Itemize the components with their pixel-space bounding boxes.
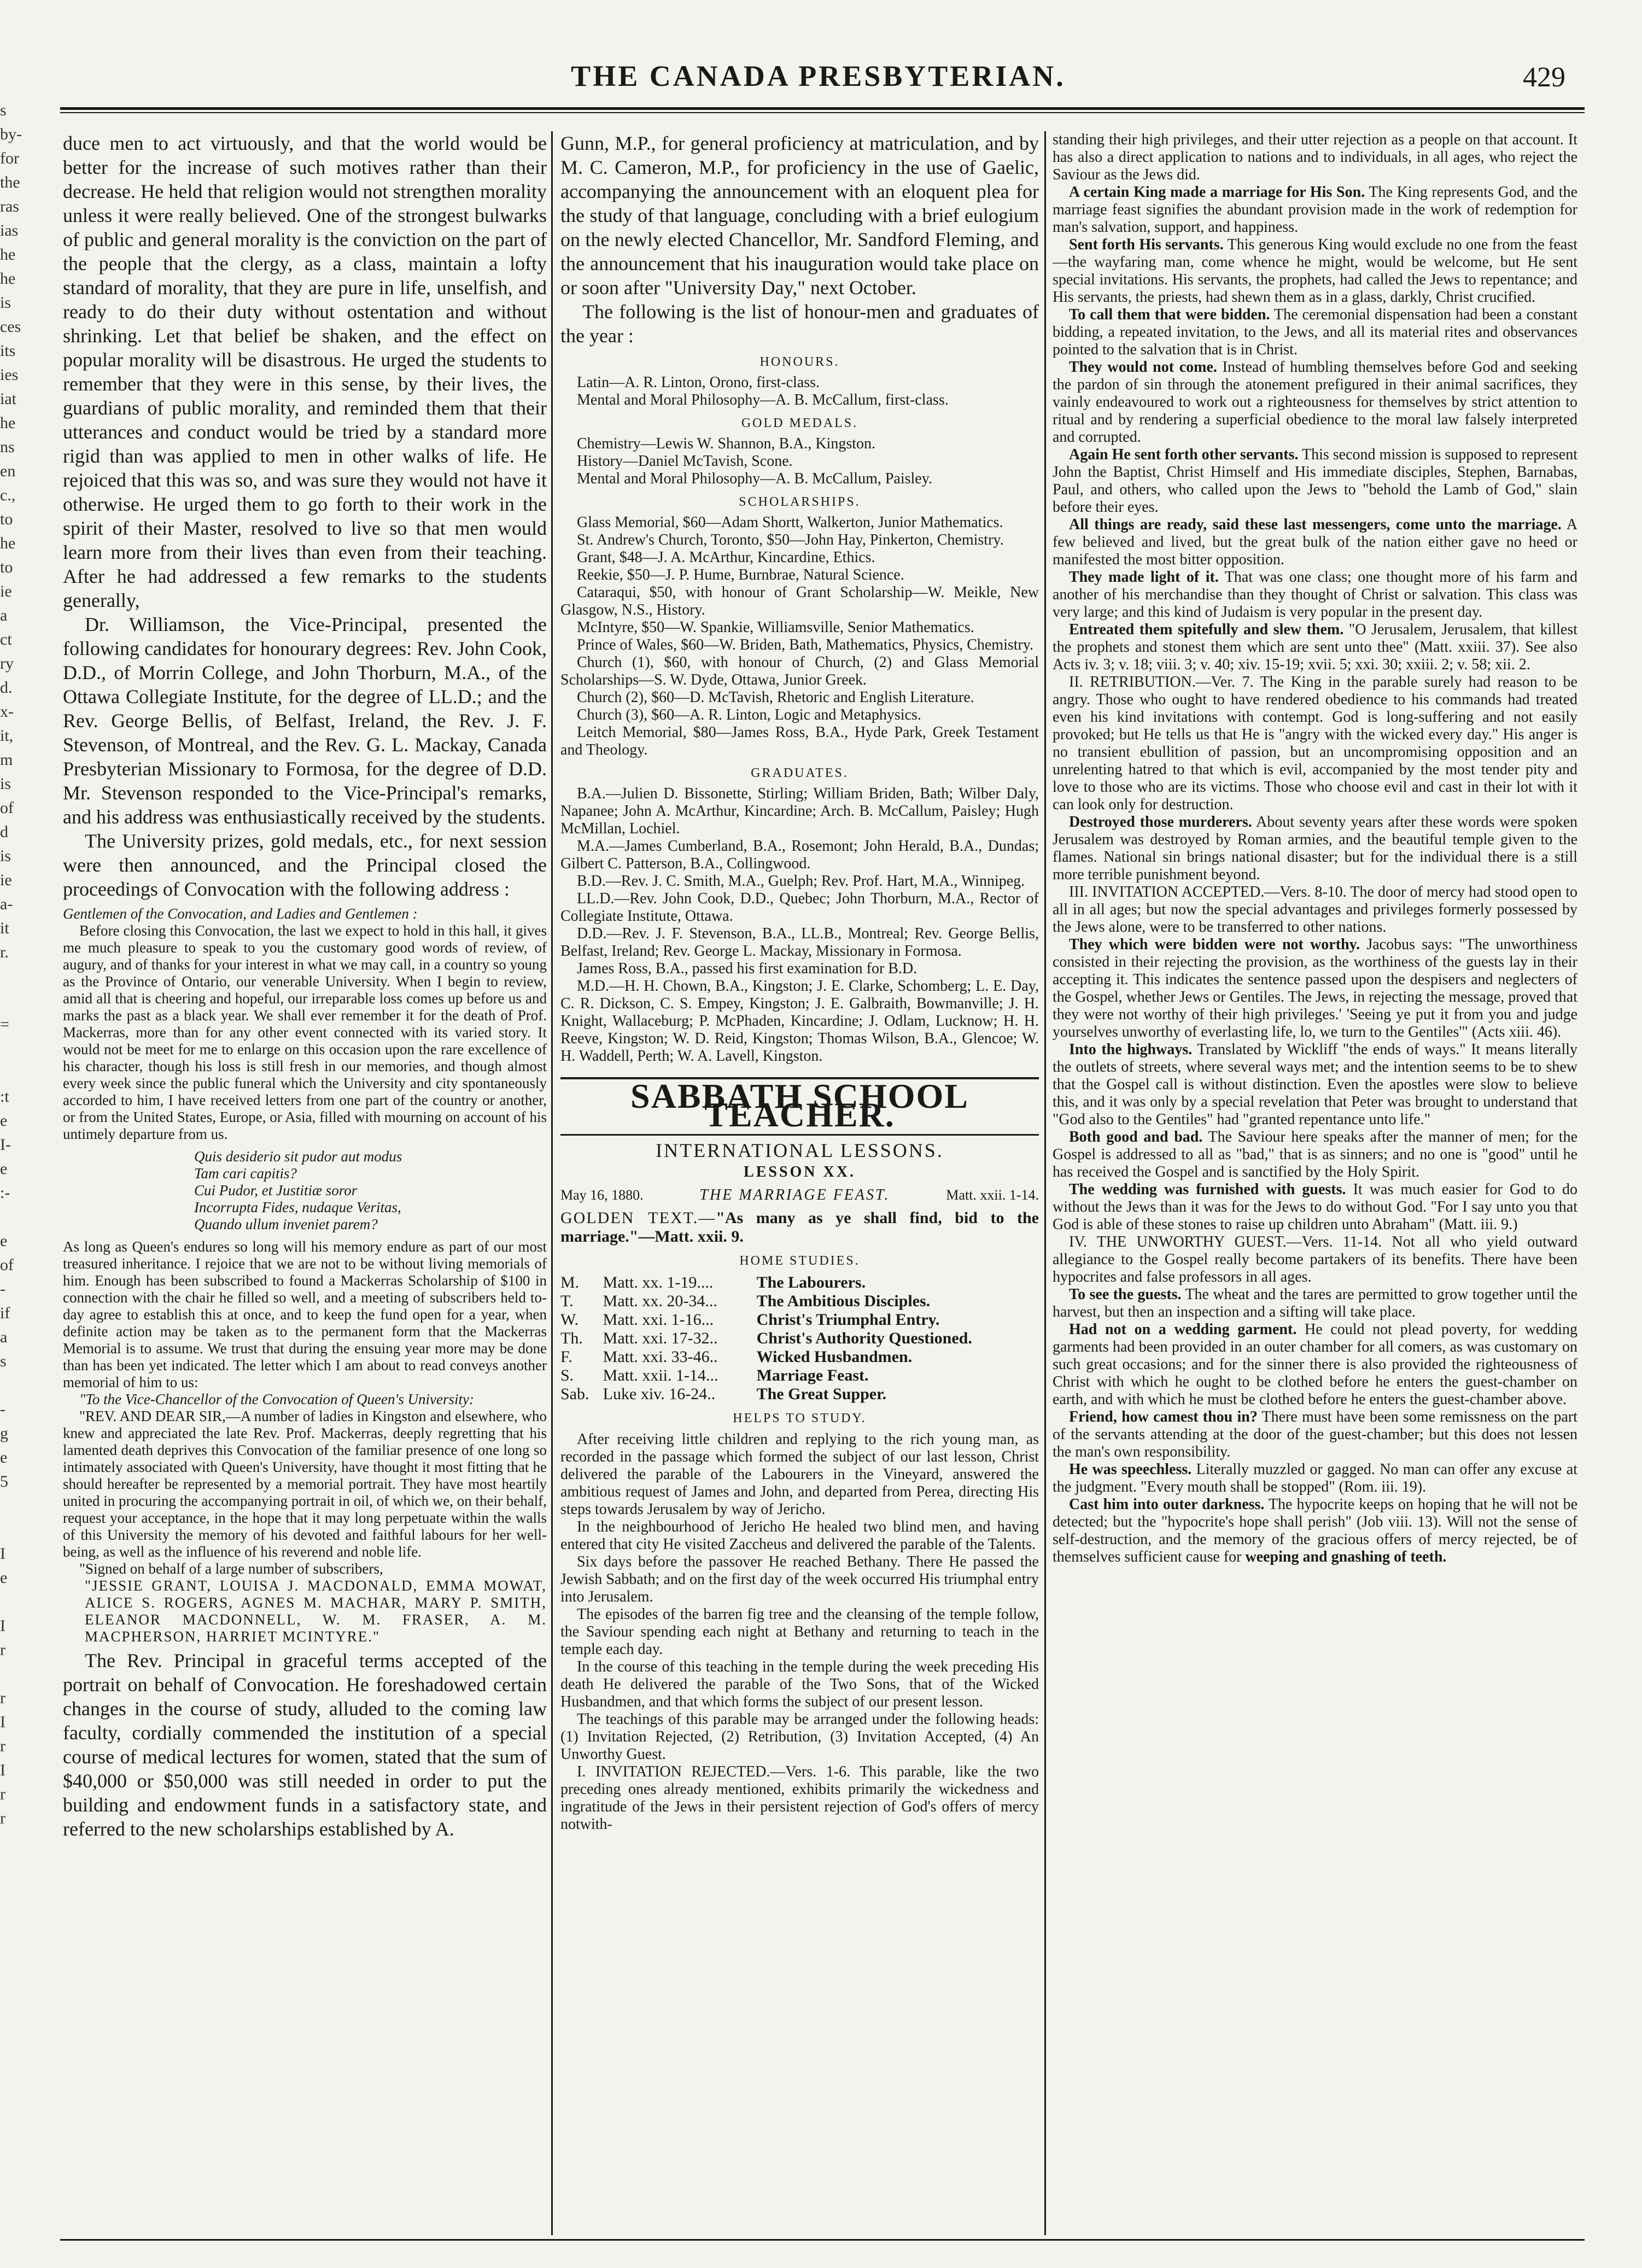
paragraph: The Rev. Principal in graceful terms accepted of the portrait on behalf of Convocation. He foreshadowed certain changes in the course of study, alluded to the coming law faculty, cordially commended the institution of a special course of medical lectures for women, stated that the sum of $40,000 or $50,000 was still needed in order to put the building and endowment funds in a satisfactory state, and referred to the new scholarships established by A. [63, 1650, 547, 1840]
margin-fragment: is [0, 847, 11, 865]
topic: The Ambitious Disciples. [756, 1292, 931, 1310]
paragraph-body: The ceremonial dispensation had been a constant bidding, a repeated invitation, to the Jews, and all its material rites and observances pointed to the salvation that is in Christ. [1053, 306, 1577, 358]
verse-line: Quis desiderio sit pudor aut modus [194, 1148, 402, 1165]
paragraph-body: Literally muzzled or gagged. No man can offer any excuse at the judgment. "Every mouth shall be stopped" (Rom. iii. 19). [1053, 1461, 1577, 1495]
margin-fragment: e [0, 1112, 8, 1130]
paragraph: Dr. Williamson, the Vice-Principal, presented the following candidates for honourary degrees: Rev. John Cook, D.D., of Morrin College, and John Thorburn, M.A., of the Ottawa Collegiate Institute, for the degree of LL.D.; and the Rev. George Bellis, of Belfast, Ireland, the Rev. J. F. Stevenson, of Montreal, and the Rev. G. L. Mackay, Canada Presbyterian Missionary to Formosa, for the degree of D.D. Mr. Stevenson responded to the Vice-Principal's remarks, and his address was enthusiastically received by the students. [63, 613, 547, 828]
margin-fragment: m [0, 751, 13, 769]
list-item: Church (2), $60—D. McTavish, Rhetoric and English Literature. [577, 689, 974, 706]
margin-fragment: s [0, 1352, 7, 1370]
paragraph [1053, 446, 1577, 516]
margin-fragment [0, 989, 22, 1013]
paragraph [1053, 1041, 1577, 1129]
margin-fragment: I [0, 1761, 5, 1779]
margin-fragment: the [0, 173, 20, 191]
footer-rule [60, 2239, 1585, 2241]
paragraph-body: He could not plead poverty, for wedding garments had been provided in an outer chamber for all comers, as was customary on such great occasions; and for the sinner there is also provided the righteousness of Christ with which he ought to be clothed before he enters the guest-chamber on earth, and with which he must be clothed before he enters the guest-chamber above. [1053, 1321, 1577, 1408]
table-row [560, 1366, 1039, 1385]
list-item: McIntyre, $50—W. Spankie, Williamsville, Senior Mathematics. [577, 619, 974, 636]
list-item: Church (3), $60—A. R. Linton, Logic and Metaphysics. [577, 706, 921, 723]
paragraph: In the neighbourhood of Jericho He healed two blind men, and having entered that city He visited Zaccheus and delivered the parable of the Talents. [560, 1518, 1039, 1553]
lead-in: To see the guests. [1069, 1286, 1182, 1303]
margin-fragment: I [0, 1545, 5, 1563]
margin-fragment: to [0, 510, 13, 528]
column-2 [560, 131, 1039, 2235]
paragraph [1053, 1321, 1577, 1408]
list-item: M.D.—H. H. Chown, B.A., Kingston; J. E. Clarke, Schomberg; L. E. Day, C. R. Dickson, C. S. Empey, Kingston; J. E. Galbraith, Bowmanville; J. H. Knight, Wallaceburg; P. McPhaden, Kincardine; J. Odlam, Lucknow; H. H. Reeve, Kingston; W. D. Reid, Kingston; Thomas Wilson, B.A., Glencoe; W. H. Waddell, Perth; W. A. Lavell, Kingston. [560, 978, 1039, 1065]
list-item: Cataraqui, $50, with honour of Grant Scholarship—W. Meikle, New Glasgow, N.S., History. [560, 584, 1039, 618]
reference: Matt. xxi. 17-32.. [603, 1329, 718, 1347]
reference: Matt. xxi. 33-46.. [603, 1348, 718, 1366]
paragraph [1053, 1286, 1577, 1321]
margin-fragment: d [0, 823, 8, 841]
margin-fragment: a [0, 1328, 8, 1346]
margin-fragment: it [0, 919, 9, 937]
day: Sab. [560, 1385, 589, 1403]
list-item: Mental and Moral Philosophy—A. B. McCallum, Paisley. [577, 470, 932, 487]
topic: Wicked Husbandmen. [756, 1348, 913, 1366]
verse-line: Tam cari capitis? [194, 1165, 297, 1182]
margin-fragment: :t [0, 1088, 9, 1106]
margin-fragment: if [0, 1304, 10, 1322]
day: M. [560, 1273, 580, 1291]
margin-fragment [0, 965, 22, 989]
margin-fragment: I [0, 1617, 5, 1635]
paragraph-body: A few believed and lived, but the great bulk of the nation either gave no heed or manifested the most bitter opposition. [1053, 516, 1577, 568]
margin-fragment: - [0, 1400, 5, 1418]
paragraph [1053, 516, 1577, 569]
margin-fragment [0, 1061, 22, 1085]
section-heading: SCHOLARSHIPS. [739, 495, 861, 509]
paragraph: The teachings of this parable may be arranged under the following heads: (1) Invitation Rejected, (2) Retribution, (3) Invitation Accepted, (4) An Unworthy Guest. [560, 1711, 1039, 1763]
list-item: Church (1), $60, with honour of Church, (2) and Glass Memorial Scholarships—S. W. Dyde, Ottawa, Junior Greek. [560, 654, 1039, 688]
column-3 [1053, 131, 1577, 2235]
verse-line: Quando ullum inveniet parem? [194, 1216, 378, 1232]
paragraph-body: About seventy years after these words were spoken Jerusalem was destroyed by Roman armies, and the beautiful temple given to the flames. National sin brings national disaster; but for the individual there is a still more terrible punishment beyond. [1053, 814, 1577, 883]
home-studies-table [560, 1273, 1039, 1404]
table-row [560, 1385, 1039, 1404]
margin-fragment: ras [0, 197, 19, 215]
table-row [560, 1311, 1039, 1329]
column-divider [1044, 131, 1046, 2235]
paragraph [1053, 184, 1577, 236]
lead-in: They which were bidden were not worthy. [1069, 936, 1360, 953]
table-row [560, 1273, 1039, 1292]
margin-fragment: :- [0, 1184, 10, 1202]
paragraph: Gunn, M.P., for general proficiency at matriculation, and by M. C. Cameron, M.P., for proficiency in the use of Gaelic, accompanying the announcement with an eloquent plea for the study of that language, concluding with a brief eulogium on the newly elected Chancellor, Mr. Sandford Fleming, and the announcement that his inauguration would take place on or soon after "University Day," next October. [560, 132, 1039, 299]
list-item: LL.D.—Rev. John Cook, D.D., Quebec; John Thorburn, M.A., Rector of Collegiate Institute, Ottawa. [560, 890, 1039, 925]
paragraph-body: "O Jerusalem, Jerusalem, that killest the prophets and stonest them which are sent unto thee" (Matt. xxiii. 37). See also Acts iv. 3; v. 18; viii. 3; v. 40; xiv. 15-19; xvii. 5; xxi. 30; xxiii. 2; v. 58; xii. 2. [1053, 621, 1577, 673]
verse-line: Cui Pudor, et Justitiæ soror [194, 1182, 358, 1199]
paragraph-body: The hypocrite keeps on hoping that he will not be detected; but the "hypocrite's hope shall perish" (Job viii. 13). Will not the sense of self-destruction, and the memory of the gracious offers of mercy rejected, be of themselves sufficient cause for [1053, 1496, 1577, 1565]
header-rule [60, 107, 1585, 110]
margin-fragment: e [0, 1448, 8, 1466]
verse-line: Incorrupta Fides, nudaque Veritas, [194, 1199, 401, 1215]
address-title: Gentlemen of the Convocation, and Ladies and Gentlemen : [63, 905, 418, 922]
paragraph: The episodes of the barren fig tree and the cleansing of the temple follow, the Saviour spending each night at Bethany and returning to teach in the temple each day. [560, 1606, 1039, 1658]
paragraph: Before closing this Convocation, the last we expect to hold in this hall, it gives me much pleasure to speak to you the customary good words of review, of augury, and of thanks for your interest in what we may call, in a country so young as the Province of Ontario, our venerable University. When I begin to review, amid all that is cheering and hopeful, our irreparable loss comes up before us and marks the past as a black year. We shall ever remember it for the death of Prof. Mackerras, more than for any other event connected with its varied story. It would not be meet for me to enlarge on this occasion upon the rare excellence of his character, though his loss is still fresh in our memories, and though almost every week since the public funeral which the University and city spontaneously accorded to him, I have received letters from one part of the country or another, or from the United States, Europe, or Asia, filled with mourning on account of his untimely departure from us. [63, 922, 547, 1142]
lead-in: All things are ready, said these last messengers, come unto the marriage. [1069, 516, 1562, 533]
margin-fragment: e [0, 1160, 8, 1178]
margin-fragment: c., [0, 486, 16, 504]
margin-fragment: of [0, 1256, 14, 1274]
golden-text-label: GOLDEN TEXT.— [560, 1209, 716, 1227]
paragraph-body: The wheat and the tares are permitted to grow together until the harvest, but then an inspection and a sifting will take place. [1053, 1286, 1577, 1320]
paragraph: I. INVITATION REJECTED.—Vers. 1-6. This parable, like the two preceding ones already mentioned, exhibits primarily the wickedness and ingratitude of the Jews in their persistent rejection of God's offers of mercy notwith- [560, 1763, 1039, 1833]
paragraph [1053, 1181, 1577, 1234]
lead-in: Friend, how camest thou in? [1069, 1408, 1258, 1425]
golden-text [560, 1209, 1039, 1246]
lesson-date: May 16, 1880. [560, 1187, 644, 1203]
margin-fragment [0, 1518, 22, 1542]
margin-fragment: is [0, 294, 11, 312]
paragraph: II. RETRIBUTION.—Ver. 7. The King in the parable surely had reason to be angry. Those who ought to have rendered obedience to his commands had treated even his kind invitations with contempt. God is long-suffering and not easily provoked; but He tells us that He is "angry with the wicked every day." His anger is no transient ebullition of passion, but an uncompromising opposition and an unrelenting hatred to that which is evil, accompanied by the most tender pity and love to those who are its victims. Those who choose evil and cast in their lot with it can look only for destruction. [1053, 674, 1577, 813]
margin-fragment: he [0, 270, 16, 288]
signatories: "JESSIE GRANT, LOUISA J. MACDONALD, EMMA MOWAT, ALICE S. ROGERS, AGNES M. MACHAR, MARY P. SMITH, ELEANOR MACDONNELL, W. M. FRASER, A. M. MACPHERSON, HARRIET MCINTYRE." [85, 1577, 547, 1645]
section-title: INTERNATIONAL LESSONS. [560, 1134, 1039, 1160]
list-item: Latin—A. R. Linton, Orono, first-class. [577, 374, 820, 391]
margin-fragment: ct [0, 630, 12, 648]
table-row [560, 1292, 1039, 1311]
list-item: Prince of Wales, $60—W. Briden, Bath, Mathematics, Physics, Chemistry. [577, 636, 1034, 653]
paragraph: III. INVITATION ACCEPTED.—Vers. 8-10. The door of mercy had stood open to all in all ages; but now the special advantages and privileges formerly possessed by the Jews alone, were to be transferred to other nations. [1053, 884, 1577, 936]
closing-emphasis: weeping and gnashing of teeth. [1245, 1548, 1447, 1565]
lead-in: Destroyed those murderers. [1069, 814, 1252, 831]
paragraph: The following is the list of honour-men and graduates of the year : [560, 301, 1039, 347]
lead-in: Cast him into outer darkness. [1069, 1496, 1265, 1513]
section-heading: GRADUATES. [751, 766, 849, 780]
paragraph: duce men to act virtuously, and that the world would be better for the increase of such motives rather than their decrease. He held that religion would not strengthen morality unless it were really believed. One of the strongest bulwarks of public and general morality is the conviction on the part of the people that the clergy, as a class, maintain a lofty standard of morality, that they are pure in life, unselfish, and ready to do their duty without ostentation and without shrinking. Let that belief be shaken, and the effect on popular morality will be disastrous. He urged the students to remember that they were in this sense, by their lives, the guardians of public morality, and reminded them that their utterances and conduct would be tried by a standard more rigid than was applied to men in other walks of life. He rejoiced that this was so, and was sure they would not have it otherwise. He urged them to go forth to their work in the spirit of their Master, resolved to live so that men would learn more from their lives than even from their teaching. After he had addressed a few remarks to the students generally, [63, 132, 547, 611]
column-1 [63, 131, 547, 2235]
lead-in: A certain King made a marriage for His Son. [1069, 184, 1365, 201]
margin-fragment: he [0, 245, 16, 264]
margin-fragment: to [0, 558, 13, 576]
margin-fragment [0, 1494, 22, 1518]
letter-salutation: "To the Vice-Chancellor of the Convocation of Queen's University: [79, 1391, 474, 1407]
day: Th. [560, 1329, 583, 1347]
reference: Matt. xx. 1-19.... [603, 1273, 714, 1291]
margin-fragment: is [0, 775, 11, 793]
list-item: B.D.—Rev. J. C. Smith, M.A., Guelph; Rev. Prof. Hart, M.A., Winnipeg. [577, 873, 1025, 890]
day: S. [560, 1366, 574, 1384]
paragraph-body: The Saviour here speaks after the manner of men; for the Gospel is addressed to all as "bad," that is as sinners; and no one is "good" until he has received the Gospel and is sanctified by the Holy Spirit. [1053, 1129, 1577, 1180]
day: T. [560, 1292, 574, 1310]
margin-fragment: r [0, 1785, 5, 1803]
margin-fragment: = [0, 1015, 9, 1033]
paragraph [1053, 621, 1577, 674]
lead-in: Again He sent forth other servants. [1069, 446, 1299, 463]
lead-in: Had not on a wedding garment. [1069, 1321, 1297, 1338]
lead-in: The wedding was furnished with guests. [1069, 1181, 1346, 1198]
paragraph-body: The King represents God, and the marriage feast signifies the abundant provision made in the work of redemption for man's salvation, support, and happiness. [1053, 184, 1577, 236]
margin-fragment: ry [0, 654, 14, 673]
margin-fragment: he [0, 534, 16, 552]
reference: Matt. xxi. 1-16... [603, 1311, 714, 1329]
margin-fragment: r [0, 1809, 5, 1827]
lead-in: Both good and bad. [1069, 1129, 1203, 1145]
table-row [560, 1329, 1039, 1348]
margin-fragment [0, 1037, 22, 1061]
list-item: St. Andrew's Church, Toronto, $50—John Hay, Pinkerton, Chemistry. [577, 531, 1004, 548]
margin-fragment: ies [0, 366, 19, 384]
margin-fragment: I [0, 1713, 5, 1731]
paragraph-body: Instead of humbling themselves before God and seeking the pardon of sin through the atonement prefigured in their animal sacrifices, they vainly endeavoured to work out a righteousness for themselves by strict attention to ritual and by rendering a superficial obedience to the moral law falsely interpreted and corrupted. [1053, 359, 1577, 446]
table-row [560, 1348, 1039, 1366]
lesson-number: LESSON XX. [744, 1164, 856, 1180]
paragraph: standing their high privileges, and their utter rejection as a people on that account. It has also a direct application to nations and to individuals, in all ages, who reject the Saviour as the Jews did. [1053, 131, 1577, 183]
margin-fragment: ias [0, 221, 19, 239]
header-rule-thin [60, 112, 1585, 113]
paragraph: After receiving little children and replying to the rich young man, as recorded in the passage which formed the subject of our last lesson, Christ delivered the parable of the Labourers in the Vineyard, answered the ambitious request of James and John, and departed from Perea, directing His steps towards Jerusalem by way of Jericho. [560, 1431, 1039, 1518]
day: W. [560, 1311, 579, 1329]
golden-text-body: "As many as ye shall find, bid to the marriage."—Matt. xxii. 9. [560, 1209, 1039, 1246]
margin-fragment: r [0, 1689, 5, 1707]
day: F. [560, 1348, 572, 1366]
paragraph-body: That was one class; one thought more of his farm and another of his merchandise than they thought of Christ or salvation. This class was very large; and this kind of Judaism is very popular in the present day. [1053, 569, 1577, 621]
list-item: James Ross, B.A., passed his first examination for B.D. [577, 960, 918, 977]
paragraph-body: This second mission is supposed to represent John the Baptist, Christ Himself and His immediate disciples, Stephen, Barnabas, Paul, and others, who called upon the Jews to "behold the Lamb of God," slain before their eyes. [1053, 446, 1577, 516]
list-item: Leitch Memorial, $80—James Ross, B.A., Hyde Park, Greek Testament and Theology. [560, 724, 1039, 758]
paragraph [1053, 814, 1577, 884]
paragraph [1053, 1461, 1577, 1496]
margin-fragment: x- [0, 703, 14, 721]
paragraph: "Signed on behalf of a large number of subscribers, [79, 1560, 383, 1577]
lesson-reference: Matt. xxii. 1-14. [946, 1187, 1039, 1203]
paragraph [1053, 1129, 1577, 1181]
reference: Luke xiv. 16-24.. [603, 1385, 716, 1403]
topic: The Labourers. [756, 1273, 866, 1291]
margin-fragment: ie [0, 871, 12, 889]
paragraph [1053, 359, 1577, 446]
page-number: 429 [1523, 62, 1565, 93]
topic: Christ's Authority Questioned. [756, 1329, 972, 1347]
paragraph-body: There must have been some remissness on the part of the servants attending at the door of the guest-chamber; but this does not lessen the man's own responsibility. [1053, 1408, 1577, 1460]
margin-fragment [0, 1662, 22, 1686]
lead-in: He was speechless. [1069, 1461, 1192, 1478]
lead-in: Entreated them spitefully and slew them. [1069, 621, 1344, 638]
paragraph: "REV. AND DEAR SIR,—A number of ladies in Kingston and elsewhere, who knew and appreciated the late Rev. Prof. Mackerras, deeply regretting that his lamented death deprives this Convocation of the familiar presence of one long so intimately associated with Queen's University, have thought it most fitting that he should hereafter be represented by a memorial portrait. They have most heartily united in procuring the accompanying portrait in oil, of which we, on their behalf, request your acceptance, in the hope that it may long perpetuate within the walls of this University the memory of his devoted and faithful labours for her well-being, as well as the influence of his reverend and noble life. [63, 1408, 547, 1560]
margin-fragment: by- [0, 125, 22, 143]
margin-fragment: iat [0, 390, 16, 408]
column-divider [551, 131, 553, 2235]
margin-fragment: I- [0, 1136, 11, 1154]
list-item: M.A.—James Cumberland, B.A., Rosemont; John Herald, B.A., Dundas; Gilbert C. Patterson, B.A., Collingwood. [560, 838, 1039, 872]
paragraph-body: It was much easier for God to do without the Jews than it was for the Jews to do without God. "For I say unto you that God is able of these stones to raise up children unto Abraham" (Matt. iii. 9.) [1053, 1181, 1577, 1233]
margin-fragment: ces [0, 318, 21, 336]
list-item: Mental and Moral Philosophy—A. B. McCallum, first-class. [577, 391, 949, 408]
margin-fragment: en [0, 462, 16, 480]
list-item: D.D.—Rev. J. F. Stevenson, B.A., LL.B., Montreal; Rev. George Bellis, Belfast, Ireland; Rev. George L. Mackay, Missionary in Formosa. [560, 925, 1039, 960]
lead-in: They would not come. [1069, 359, 1217, 376]
margin-fragment: of [0, 799, 14, 817]
margin-fragment: r [0, 1737, 5, 1755]
margin-fragment [0, 1205, 22, 1229]
margin-fragment: 5 [0, 1472, 8, 1490]
margin-fragment: a [0, 606, 8, 624]
left-margin-fragments [0, 98, 22, 1831]
lead-in: Sent forth His servants. [1069, 236, 1224, 253]
section-heading: HOME STUDIES. [739, 1254, 860, 1268]
reference: Matt. xx. 20-34... [603, 1292, 717, 1310]
page-header [60, 59, 1576, 103]
paragraph [1053, 236, 1577, 306]
paragraph: In the course of this teaching in the temple during the week preceding His death He delivered the parable of the Two Sons, that of the Wicked Husbandmen, and that which forms the subject of our present lesson. [560, 1658, 1039, 1710]
lesson-title: THE MARRIAGE FEAST. [699, 1186, 890, 1203]
topic: Marriage Feast. [756, 1366, 869, 1384]
margin-fragment: - [0, 1280, 5, 1298]
section-heading: HONOURS. [759, 355, 840, 369]
section-heading: HELPS TO STUDY. [733, 1411, 867, 1425]
margin-fragment: ns [0, 438, 15, 456]
lead-in: To call them that were bidden. [1069, 306, 1270, 323]
list-item: History—Daniel McTavish, Scone. [577, 453, 793, 470]
topic: Christ's Triumphal Entry. [756, 1311, 940, 1329]
list-item: Reekie, $50—J. P. Hume, Burnbrae, Natural Science. [577, 566, 904, 583]
paragraph [1053, 1496, 1577, 1566]
list-item: Chemistry—Lewis W. Shannon, B.A., Kingston. [577, 435, 876, 452]
paragraph-body: This generous King would exclude no one from the feast—the wayfaring man, come whence he might, would be welcome, but He sent special invitations. His servants, the prophets, had called the Jews to repentance; and His servants, the priests, had shewn them as in a glass, darkly, Christ crucified. [1053, 236, 1577, 306]
margin-fragment: g [0, 1424, 8, 1442]
paragraph [1053, 936, 1577, 1041]
margin-fragment: its [0, 342, 16, 360]
section-heading: GOLD MEDALS. [741, 416, 858, 430]
margin-fragment: s [0, 101, 7, 119]
margin-fragment: a- [0, 895, 13, 913]
margin-fragment: ie [0, 582, 12, 600]
paragraph: The University prizes, gold medals, etc., for next session were then announced, and the Principal closed the proceedings of Convocation with the following address : [63, 830, 547, 900]
list-item: Glass Memorial, $60—Adam Shortt, Walkerton, Junior Mathematics. [577, 514, 1003, 531]
margin-fragment [0, 1373, 22, 1398]
paragraph [1053, 306, 1577, 359]
margin-fragment: r. [0, 943, 9, 961]
lesson-title-row [560, 1186, 1039, 1205]
reference: Matt. xxii. 1-14... [603, 1366, 718, 1384]
paragraph: Six days before the passover He reached Bethany. There He passed the Jewish Sabbath; and on the first day of the week occurred His triumphal entry into Jerusalem. [560, 1553, 1039, 1605]
margin-fragment: r [0, 1641, 5, 1659]
margin-fragment: he [0, 414, 16, 432]
topic: The Great Supper. [756, 1385, 887, 1403]
margin-fragment: for [0, 149, 19, 167]
margin-fragment: e [0, 1569, 8, 1587]
paragraph-body: Jacobus says: "The unworthiness consisted in their rejecting the provision, as the worthiness of the guests lay in their accepting it. This indicates the sentence passed upon the despisers and neglecters of the Gospel, whether Jews or Gentiles. The Jews, in rejecting the message, proved that they were not worthy of their high privileges.' 'Seeing ye put it from you and judge yourselves unworthy of everlasting life, lo, we turn to the Gentiles'" (Acts xiii. 46). [1053, 936, 1577, 1041]
paragraph-body: Translated by Wickliff "the ends of ways." It means literally the outlets of streets, where several ways met; and the intention seems to be to shew that the Gospel call is without distinction. Even the apostles were slow to believe this, and it was only by a special revelation that Peter was brought to understand that "God also to the Gentiles" had "granted repentance unto life." [1053, 1041, 1577, 1128]
paragraph [1053, 569, 1577, 621]
paragraph [1053, 1408, 1577, 1461]
margin-fragment [0, 1590, 22, 1614]
lead-in: They made light of it. [1069, 569, 1219, 586]
paragraph: IV. THE UNWORTHY GUEST.—Vers. 11-14. Not all who yield outward allegiance to the Gospel really become partakers of its benefits. There have been hypocrites and false professors in all ages. [1053, 1234, 1577, 1285]
page-title: THE CANADA PRESBYTERIAN. [571, 60, 1066, 92]
list-item: B.A.—Julien D. Bissonette, Stirling; William Briden, Bath; Wilber Daly, Napanee; John A. McArthur, Kincardine; Arch. B. McCallum, Paisley; Hugh McMillan, Lochiel. [560, 785, 1039, 837]
margin-fragment: d. [0, 679, 13, 697]
margin-fragment: e [0, 1232, 8, 1250]
lead-in: Into the highways. [1069, 1041, 1193, 1058]
margin-fragment: it, [0, 727, 14, 745]
latin-verse [194, 1148, 547, 1233]
list-item: Grant, $48—J. A. McArthur, Kincardine, Ethics. [577, 549, 875, 566]
paragraph: As long as Queen's endures so long will his memory endure as part of our most treasured inheritance. I rejoice that we are not to be without living memorials of him. Enough has been subscribed to found a Mackerras Scholarship of $100 in connection with the chair he filled so well, and a meeting of subscribers held to-day agree to establish this at once, and to keep the fund open for a year, when definite action may be taken as to the permanent form that the Mackerras Memorial is to assume. We trust that during the ensuing year more may be done than has been yet indicated. The letter which I am about to read conveys another memorial of him to us: [63, 1238, 547, 1390]
section-masthead: SABBATH SCHOOL TEACHER. [560, 1077, 1039, 1124]
